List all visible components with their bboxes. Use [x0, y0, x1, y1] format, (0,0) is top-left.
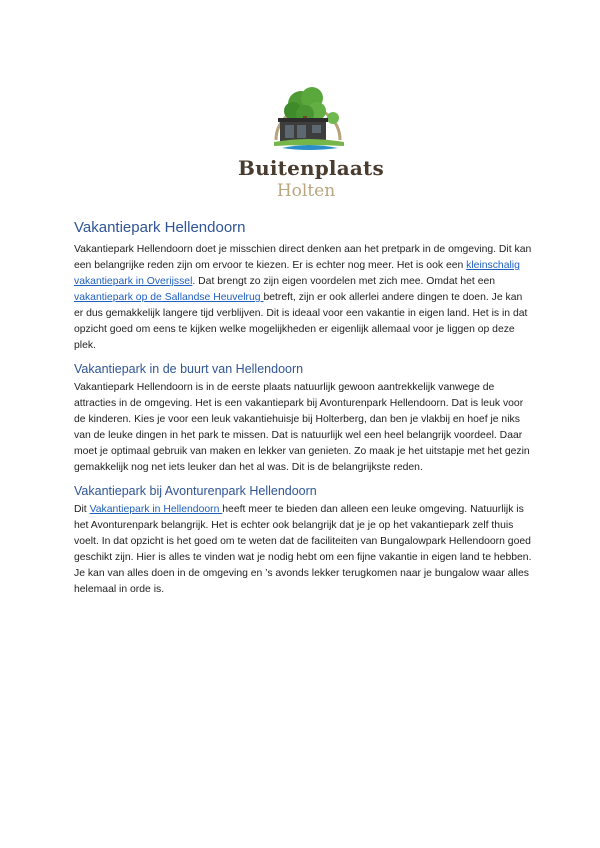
logo-title: Buitenplaats	[238, 156, 384, 180]
link-vakantiepark-in-hellendoorn[interactable]: Vakantiepark in Hellendoorn	[89, 504, 223, 515]
logo-small-tree	[327, 112, 339, 124]
paragraph-avonturenpark	[74, 502, 534, 598]
heading-in-de-buurt: Vakantiepark in de buurt van Hellendoorn	[74, 362, 304, 376]
logo-subtitle: Holten	[276, 181, 336, 201]
link-kleinschalig-vakantiepark[interactable]: kleinschalig vakantiepark in Overijssel	[74, 260, 520, 287]
paragraph-intro	[74, 242, 534, 354]
heading-avonturenpark: Vakantiepark bij Avonturenpark Hellendoorn	[74, 484, 317, 498]
paragraph-text: Vakantiepark Hellendoorn doet je misschien direct denken aan het pretpark in de omgeving. Dit kan een belangrijke reden zijn om ervoor te kiezen. Er is echter nog meer. Het is ook een	[74, 244, 532, 271]
link-vakantiepark-sallandse-heuvelrug[interactable]: vakantiepark op de Sallandse Heuvelrug	[74, 292, 264, 303]
paragraph-text: Dit	[74, 504, 90, 515]
document-body	[74, 218, 534, 598]
paragraph-buurt: Vakantiepark Hellendoorn is in de eerste plaats natuurlijk gewoon aantrekkelijk vanwege de attracties in de omgeving. Het is een vakantiepark bij Avonturenpark Hellendoorn. Dat is leuk voor de kinderen. Kies je voor een leuk vakantiehuisje bij Holterberg, dan ben je vlakbij en hoef je niks van de leuke dingen in het park te missen. Dat is natuurlijk wel een heel belangrijk voordeel. Daar moet je optimaal gebruik van maken en lekker van genieten. Zo maak je het uitstapje met het gezin gemakkelijk nog net iets leuker dan het al was. Dit is de belangrijkste reden.	[74, 382, 530, 473]
heading-vakantiepark-hellendoorn: Vakantiepark Hellendoorn	[74, 219, 246, 236]
paragraph-text: betreft, zijn er ook allerlei andere dingen te doen. Je kan er dus gemakkelijk langere tijd verblijven. Dit is ideaal voor een vakantie in eigen land. Het is in dat opzicht goed om eens te kijken welke mogelijkheden er eigenlijk allemaal voor je liggen op deze plek.	[74, 292, 528, 351]
paragraph-text: heeft meer te bieden dan alleen een leuke omgeving. Natuurlijk is het Avonturenpark belangrijk. Het is echter ook belangrijk dat je je op het vakantiepark zelf thuis voelt. In dat opzicht is het goed om te weten dat de faciliteiten van Bungalowpark Hellendoorn goed geschikt zijn. Hier is alles te vinden wat je nodig hebt om een fijne vakantie in eigen land te hebben. Je kan van alles doen in de omgeving en ’s avonds lekker terugkomen naar je bungalow waar alles helemaal in orde is.	[74, 504, 532, 595]
paragraph-text: . Dat brengt zo zijn eigen voordelen met zich mee. Omdat het een	[192, 276, 496, 287]
tree-house-icon	[268, 78, 348, 154]
brand-logo	[238, 78, 384, 210]
logo-water	[282, 145, 338, 150]
